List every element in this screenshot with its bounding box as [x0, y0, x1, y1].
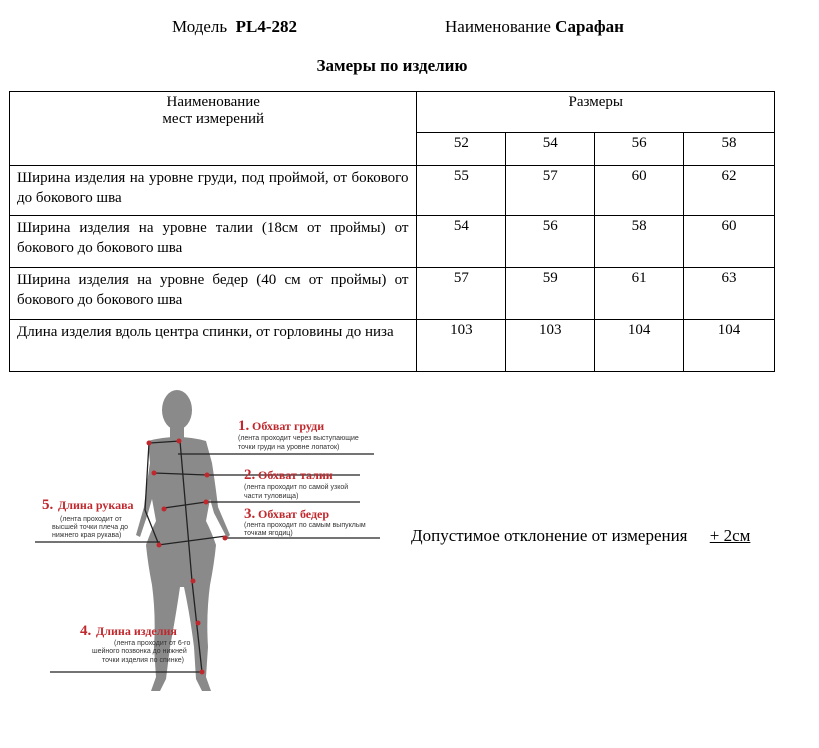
row-label: Ширина изделия на уровне талии (18см от проймы) от бокового до бокового шва: [10, 216, 417, 268]
annotation-hips-note-2: точкам ягодиц): [244, 530, 293, 537]
annotation-waist-note-2: части туловища): [244, 493, 299, 500]
size-56: 56: [595, 133, 684, 166]
table-row: [10, 166, 775, 216]
size-54: 54: [506, 133, 595, 166]
cell-value: 60: [684, 216, 775, 268]
annotation-waist: [244, 467, 348, 500]
annotation-sleeve-title: Длина рукава: [58, 498, 134, 512]
tolerance-value: + 2см: [709, 526, 751, 545]
annotation-sleeve-num: 5.: [42, 497, 54, 513]
row-label: Длина изделия вдоль центра спинки, от горловины до низа: [10, 320, 417, 372]
row-label: Ширина изделия на уровне груди, под проймой, от бокового до бокового шва: [10, 166, 417, 216]
annotation-length-note-1: (лента проходит от 6-го: [114, 640, 191, 647]
row-label: Ширина изделия на уровне бедер (40 см от проймы) от бокового до бокового шва: [10, 268, 417, 320]
name-label: Наименование: [445, 17, 551, 36]
model-line: [172, 17, 297, 37]
cell-value: 55: [417, 166, 506, 216]
annotation-chest: [238, 418, 359, 451]
annotation-hips: [244, 506, 366, 537]
annotation-waist-note-1: (лента проходит по самой узкой: [244, 484, 349, 491]
annotation-length-title: Длина изделия: [96, 624, 177, 638]
annotation-waist-num: 2.: [244, 467, 256, 483]
cell-value: 58: [595, 216, 684, 268]
annotation-chest-note-1: (лента проходит через выступающие: [238, 435, 359, 442]
model-label: Модель: [172, 17, 228, 36]
cell-value: 104: [684, 320, 775, 372]
cell-value: 59: [506, 268, 595, 320]
header-name-line-2: мест измерений: [162, 111, 265, 127]
cell-value: 63: [684, 268, 775, 320]
annotation-hips-note-1: (лента проходит по самым выпуклым: [244, 522, 366, 529]
cell-value: 60: [595, 166, 684, 216]
table-row: [10, 216, 775, 268]
table-row: [10, 268, 775, 320]
header-sizes: Размеры: [417, 92, 775, 133]
cell-value: 57: [417, 268, 506, 320]
cell-value: 62: [684, 166, 775, 216]
annotation-chest-num: 1.: [238, 418, 250, 434]
tolerance-text: Допустимое отклонение от измерения: [411, 526, 688, 545]
annotation-sleeve-note-2: высшей точки плеча до: [52, 524, 129, 531]
annotation-sleeve-note-1: (лента проходит от: [60, 516, 122, 523]
tolerance-note: [411, 526, 750, 546]
cell-value: 57: [506, 166, 595, 216]
table-title: Замеры по изделию: [316, 56, 468, 75]
cell-value: 103: [417, 320, 506, 372]
cell-value: 103: [506, 320, 595, 372]
header-measurement-name: [10, 92, 417, 166]
name-line: [445, 17, 624, 37]
measurement-figure: [30, 385, 390, 715]
measurements-table: [9, 91, 775, 372]
annotation-sleeve-note-3: нижнего края рукава): [52, 532, 122, 539]
annotation-sleeve: [42, 497, 134, 539]
table-row: [10, 320, 775, 372]
annotation-length-note-3: точки изделия по спинке): [102, 657, 184, 664]
cell-value: 104: [595, 320, 684, 372]
annotation-length: [80, 623, 190, 664]
annotation-chest-title: Обхват груди: [252, 419, 325, 433]
annotation-length-num: 4.: [80, 623, 92, 639]
header-name-line-1: Наименование: [166, 94, 260, 110]
name-value: Сарафан: [555, 17, 624, 36]
size-52: 52: [417, 133, 506, 166]
model-value: PL4-282: [235, 17, 298, 36]
annotation-length-note-2: шейного позвонка до нижней: [92, 648, 187, 655]
annotation-hips-title: Обхват бедер: [258, 507, 330, 521]
cell-value: 56: [506, 216, 595, 268]
cell-value: 61: [595, 268, 684, 320]
annotation-waist-title: Обхват талии: [258, 468, 333, 482]
annotation-chest-note-2: точки груди на уровне лопаток): [238, 444, 340, 451]
size-58: 58: [684, 133, 775, 166]
annotation-hips-num: 3.: [244, 506, 256, 522]
cell-value: 54: [417, 216, 506, 268]
